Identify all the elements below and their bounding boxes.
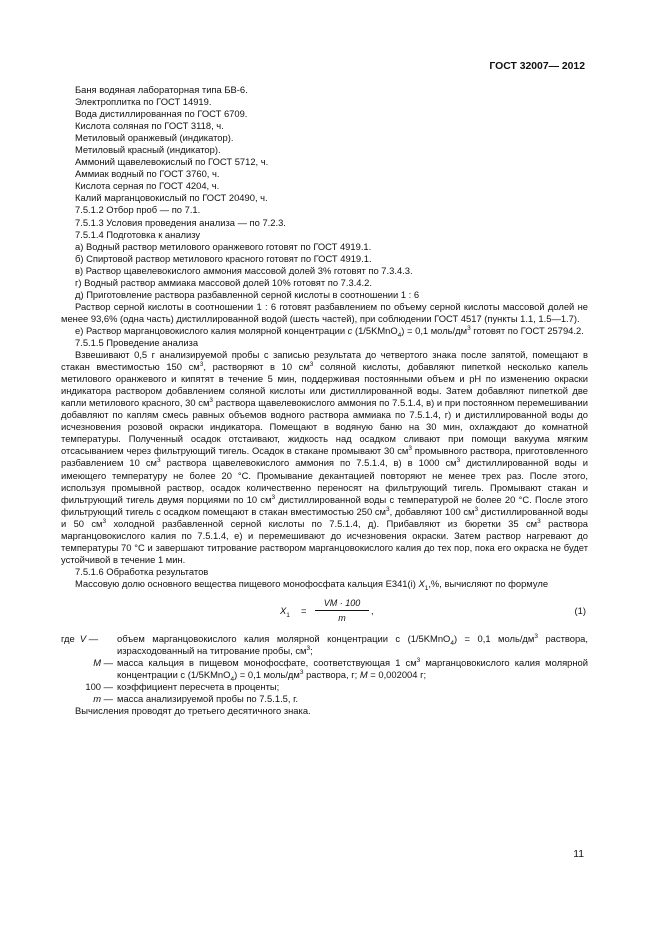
final-note: Вычисления проводят до третьего десятичного знака. xyxy=(75,705,311,717)
formula-comma: , xyxy=(371,604,374,616)
reagent-line: Кислота серная по ГОСТ 4204, ч. xyxy=(75,180,220,192)
formula-fraction xyxy=(315,597,369,624)
formula-1 xyxy=(61,591,588,633)
variable-v: где V — объем марганцовокислого калия молярной концентрации с (1/5KMnO$_4$) = 0,1 моль/$дм^3$ раствора, израсходованный на титрование пробы, $см^3$; xyxy=(61,632,588,657)
reagent-line: Электроплитка по ГОСТ 14919. xyxy=(75,96,212,108)
reagent-line: Метиловый оранжевый (индикатор). xyxy=(75,132,234,144)
formula-equals: = xyxy=(301,604,307,616)
variable-m: m — масса анализируемой пробы по 7.5.1.5, г. xyxy=(93,693,298,705)
page-number: 11 xyxy=(573,849,584,860)
reagent-line: Аммиак водный по ГОСТ 3760, ч. xyxy=(75,168,220,180)
formula-number: (1) xyxy=(574,604,586,616)
section-heading: 7.5.1.3 Условия проведения анализа — по 7.2.3. xyxy=(75,216,286,228)
variable-M: M — масса кальция в пищевом монофосфате, соответствующая 1 $см^3$ марганцовокислого калия молярной концентрации с (1/5KMnO$_4$) = 0,1 моль/$дм^3$ раствора, г; M = 0,002004 г; xyxy=(93,656,588,683)
formula-denominator: m xyxy=(338,613,346,624)
prep-item: в) Раствор щавелевокислого аммония массовой долей 3% готовят по 7.3.4.3. xyxy=(75,264,413,276)
reagent-line: Вода дистиллированная по ГОСТ 6709. xyxy=(75,108,248,120)
section-heading: 7.5.1.6 Обработка результатов xyxy=(75,565,209,577)
page-body xyxy=(61,84,588,717)
prep-item: б) Спиртовой раствор метилового красного готовят по ГОСТ 4919.1. xyxy=(75,252,372,264)
prep-item: д) Приготовление раствора разбавленной серной кислоты в соотношении 1 : 6 xyxy=(75,288,420,300)
prep-item: а) Водный раствор метилового оранжевого готовят по ГОСТ 4919.1. xyxy=(75,240,372,252)
sulfuric-acid-paragraph: Раствор серной кислоты в соотношении 1 : 6 готовят разбавлением по объему серной кислоты массовой долей не менее 93,6% (одна часть) дистиллированной водой (шесть частей), при соблюдении ГОСТ 4517 (пункты 1.1, 1.5—1.7). xyxy=(61,300,588,324)
prep-item: г) Водный раствор аммиака массовой долей 10% готовят по 7.3.4.2. xyxy=(75,276,372,288)
reagent-line: Метиловый красный (индикатор). xyxy=(75,144,221,156)
section-heading: 7.5.1.2 Отбор проб — по 7.1. xyxy=(75,204,201,216)
variable-100: 100 — коэффициент пересчета в проценты; xyxy=(85,681,280,693)
reagent-line: Кислота соляная по ГОСТ 3118, ч. xyxy=(75,120,224,132)
formula-numerator: VM · 100 xyxy=(315,597,369,611)
reagent-line: Баня водяная лабораторная типа БВ-6. xyxy=(75,84,248,95)
variables-list xyxy=(61,633,588,705)
page-header: ГОСТ 32007— 2012 xyxy=(489,61,585,72)
section-heading: 7.5.1.4 Подготовка к анализу xyxy=(75,228,201,240)
formula-lhs: $X_1$ xyxy=(280,604,290,619)
reagent-line: Аммоний щавелевокислый по ГОСТ 5712, ч. xyxy=(75,156,269,168)
procedure-paragraph: Взвешивают 0,5 г анализируемой пробы с записью результата до четвертого знака после запятой, помещают в стакан вместимостью 150 $см^3$, растворяют в 10 $см^3$ соляной кислоты, добавляют пипеткой несколько капель метилового оранжевого и кипятят в течение 5 мин, поддерживая постоянными объем и рН по изменению окраски индикатора раствором добавлением соляной кислоты или дистиллированной воды. Затем добавляют пипеткой две капли метилового красного, 30 $см^3$ раствора щавелевокислого аммония по 7.5.1.4, в) и при постоянном перемешивании добавляют по каплям смесь равных объемов водного раствора аммиака по 7.5.1.4, г) и дистиллированной воды до исчезновения розовой окраски индикатора. Помещают в водяную баню на 30 мин, охлаждают до комнатной температуры. Полученный осадок отстаивают, жидкость над осадком сливают при помощи вакуума мягким отсасыванием через фильтрующий тигель. Осадок в стакане промывают 30 $см^3$ промывного раствора, приготовленного разбавлением 10 $см^3$ раствора щавелевокислого аммония по 7.5.1.4, в) в 1000 $см^3$ дистиллированной воды и имеющего температуру не более 20 °С. Промывание декантацией повторяют не менее трех раз. После этого, используя промывной раствор, осадок количественно переносят на фильтрующий тигель. Промывают стакан и фильтрующий тигель двумя порциями по 10 $см^3$ дистиллированной воды с температурой не более 20 °С. После этого фильтрующий тигель с осадком помещают в стакан вместимостью 250 $см^3$, добавляют 100 $см^3$ дистиллированной воды и 50 $см^3$ холодной разбавленной серной кислоты по 7.5.1.4, д). Прибавляют из бюретки 35 $см^3$ раствора марганцовокислого калия по 7.5.1.4, е) и перемешивают до исчезновения окраски. Затем раствор нагревают до температуры 70 °С и завершают титрование раствором марганцовокислого калия до тех пор, пока его окраска не будет устойчивой в течение 1 мин. xyxy=(61,349,589,565)
section-heading: 7.5.1.5 Проведение анализа xyxy=(75,336,199,348)
mass-fraction-paragraph: Массовую долю основного вещества пищевого монофосфата кальция Е341(i) $X_1,\%$, вычисляют по формуле xyxy=(75,577,549,592)
permanganate-paragraph: е) Раствор марганцовокислого калия молярной концентрации c (1/5KMnO$_4$) = 0,1 моль/$дм^3$ готовят по ГОСТ 25794.2. xyxy=(75,324,584,339)
reagent-line: Калий марганцовокислый по ГОСТ 20490, ч. xyxy=(75,192,268,204)
